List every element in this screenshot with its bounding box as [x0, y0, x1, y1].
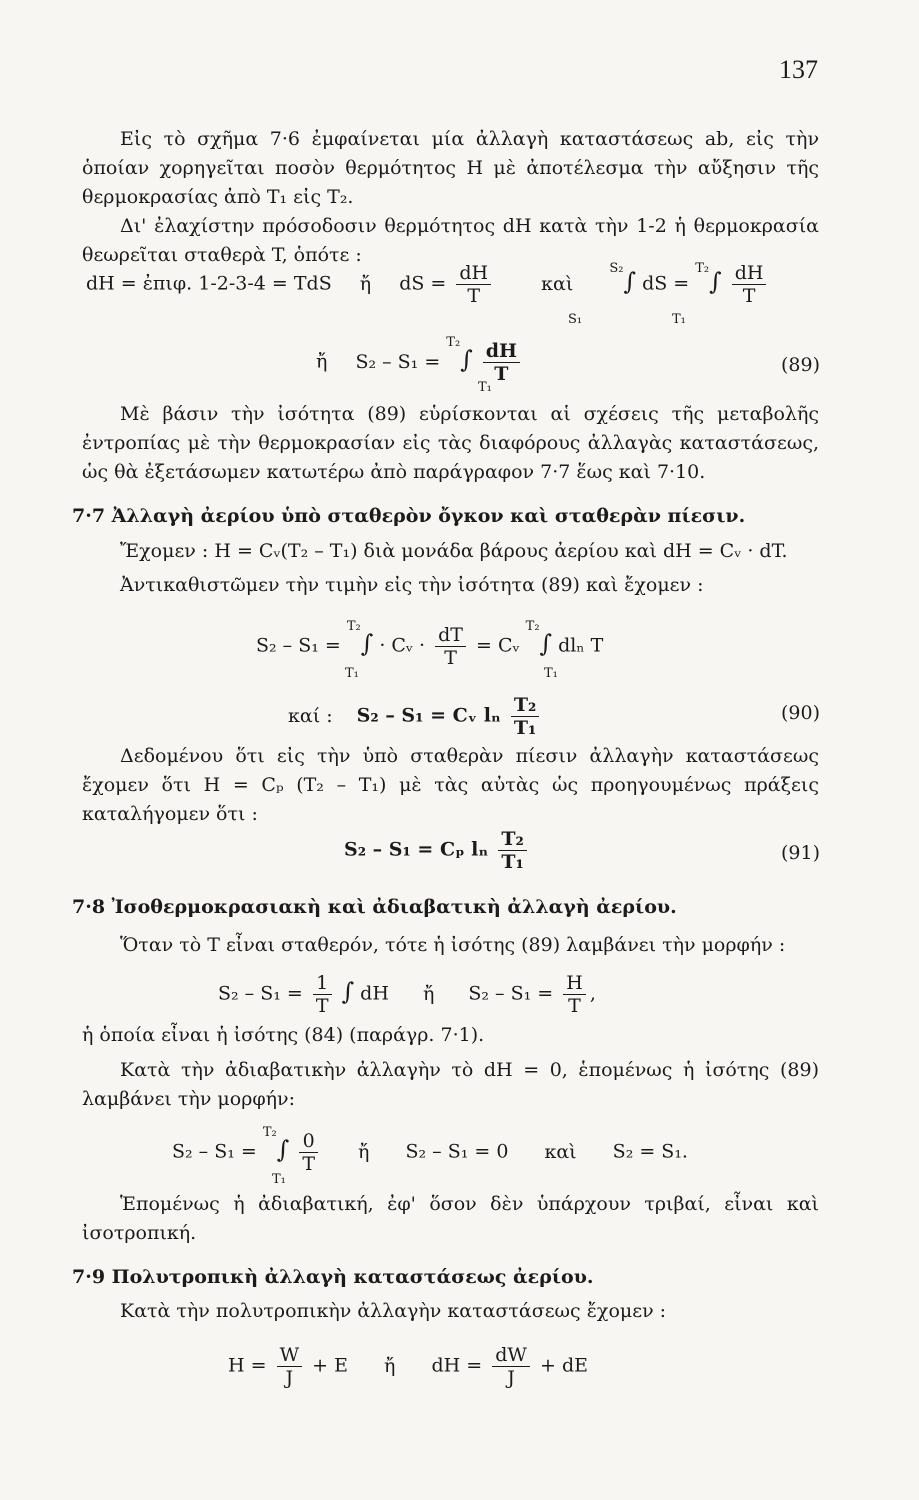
line-equality-84: ἡ ὁποία εἶναι ἡ ἰσότης (84) (παράγρ. 7·1). — [82, 1024, 485, 1046]
line-isothermal: Ὅταν τὸ T εἶναι σταθερόν, τότε ἡ ἰσότης (89) λαμβάνει τὴν μορφήν : — [120, 934, 786, 956]
paragraph-dh: Δι' ἐλαχίστην πρόσοδοσιν θερμότητος dH κατὰ τὴν 1-2 ἡ θερμοκρασία θεωρεῖται σταθερὰ T, ὁπότε : — [82, 215, 819, 266]
equation-number-91: (91) — [780, 842, 820, 864]
paragraph-isotropic: Ἑπομένως ἡ ἀδιαβατική, ἐφ' ὅσον δὲν ὑπάρχουν τριβαί, εἶναι καὶ ἰσοτροπική. — [82, 1193, 819, 1244]
page-number: 137 — [779, 55, 818, 84]
equation-polytropic: H = $\frac{W}{J}$ + E ἤ dH = $\frac{dW}{J}$ + dE — [228, 1344, 588, 1389]
lower-limit-t1: T₁ — [672, 312, 686, 327]
line-polytropic: Κατὰ τὴν πολυτροπικὴν ἀλλαγὴν καταστάσεως ἔχομεν : — [120, 1300, 667, 1322]
equation-89: ἤ S₂ – S₁ = $^{T_2}$∫ $\frac{dH}{T}$ — [316, 340, 524, 385]
line-replace: Ἀντικαθιστῶμεν τὴν τιμὴν εἰς τὴν ἰσότητα (89) καὶ ἔχομεν : — [120, 574, 704, 596]
paragraph-constant-pressure: Δεδομένου ὅτι εἰς τὴν ὑπὸ σταθερὰν πίεσιν ἀλλαγὴν καταστάσεως ἔχομεν ὅτι H = Cₚ (T₂ – T₁) μὲ τὰς αὐτὰς ὡς προηγουμένως πράξεις καταλήγομεν ὅτι : — [82, 745, 819, 825]
lower-limit-t1-adiabatic: T₁ — [272, 1172, 286, 1187]
lower-limit-t1-cv: T₁ — [345, 666, 359, 681]
equation-number-89: (89) — [780, 354, 820, 376]
lower-limit-s1: S₁ — [568, 312, 583, 327]
equation-number-90: (90) — [780, 702, 820, 724]
equation-adiabatic: S₂ – S₁ = $^{T_2}$∫ $\frac{0}{T}$ ἤ S₂ – S₁ = 0 καὶ S₂ = S₁. — [172, 1124, 688, 1175]
section-heading-7-8: 7·8 Ἰσοθερμοκρασιακὴ καὶ ἀδιαβατικὴ ἀλλαγὴ ἀερίου. — [72, 896, 677, 918]
section-heading-7-9: 7·9 Πολυτροπικὴ ἀλλαγὴ καταστάσεως ἀερίου. — [72, 1266, 594, 1288]
equation-isothermal: S₂ – S₁ = $\frac{1}{T}$ ∫ dH ἤ S₂ – S₁ = $\frac{H}{T}$ , — [218, 972, 596, 1017]
paragraph-entropy: Μὲ βάσιν τὴν ἰσότητα (89) εὑρίσκονται αἱ σχέσεις τῆς μεταβολῆς ἐντροπίας μὲ τὴν θερμοκρασίαν εἰς τὰς διαφόρους ἀλλαγὰς καταστάσεως, ὡς θὰ ἐξετάσωμεν κατωτέρω ἀπὸ παράγραφον 7·7 ἕως καὶ 7·10. — [82, 403, 819, 483]
paragraph-adiabatic: Κατὰ τὴν ἀδιαβατικὴν ἀλλαγὴν τὸ dH = 0, ἑπομένως ἡ ἰσότης (89) λαμβάνει τὴν μορφήν: — [82, 1059, 819, 1110]
equation-dh-line: dH = ἐπιφ. 1-2-3-4 = TdS ἤ dS = $\frac{dH}{T}$ καὶ $^{S_2}$∫ dS = $^{T_2}$∫ $\frac{dH}{T}$ — [86, 262, 770, 307]
equation-90: καί : S₂ – S₁ = Cᵥ lₙ $\frac{\text{T₂}}{\text{T₁}}$ — [288, 694, 543, 739]
paragraph-intro: Εἰς τὸ σχῆμα 7·6 ἐμφαίνεται μία ἀλλαγὴ καταστάσεως ab, εἰς τὴν ὁποίαν χορηγεῖται ποσὸν θερμότητος H μὲ ἀποτέλεσμα τὴν αὔξησιν τῆς θερμοκρασίας ἀπὸ T₁ εἰς T₂. — [82, 128, 819, 208]
equation-cv-integral: S₂ – S₁ = $^{T_2}$∫ · Cᵥ · $\frac{dT}{T}$ = Cᵥ $^{T_2}$∫ dlₙ T — [256, 618, 604, 669]
section-heading-7-7: 7·7 Ἀλλαγὴ ἀερίου ὑπὸ σταθερὸν ὄγκον καὶ σταθερὰν πίεσιν. — [72, 505, 746, 527]
equation-91: S₂ – S₁ = Cₚ lₙ $\frac{\text{T₂}}{\text{T₁}}$ — [344, 828, 531, 873]
lower-limit-t1-89: T₁ — [478, 380, 492, 395]
lower-limit-t1-dln: T₁ — [544, 666, 558, 681]
line-echomen: Ἔχομεν : H = Cᵥ(T₂ – T₁) διὰ μονάδα βάρους ἀερίου καὶ dH = Cᵥ · dT. — [120, 540, 788, 562]
